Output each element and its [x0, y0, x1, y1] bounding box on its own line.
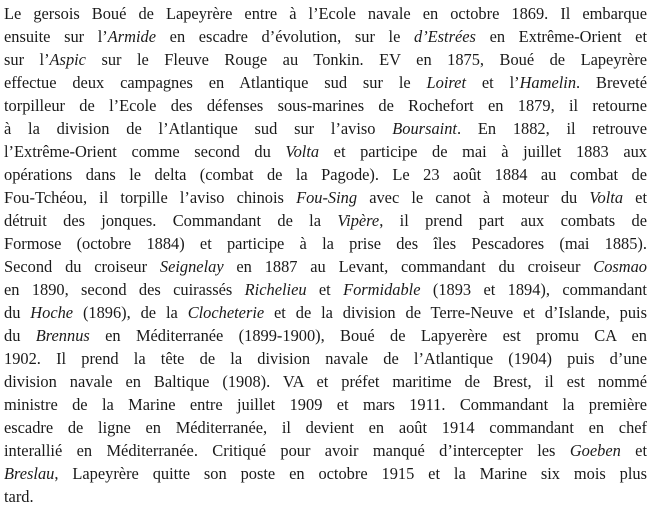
text-run: interallié en Méditerranée. Critiqué pour avoir manqué d’intercepter les — [4, 441, 570, 460]
ship-name: Aspic — [49, 50, 86, 69]
ship-name: Goeben — [569, 441, 621, 460]
text-run: et — [620, 441, 647, 460]
text-run: , Lapeyrère quitte son poste en octobre 1915 et la Marine six mois plus — [54, 464, 647, 483]
ship-name: Vipère — [337, 211, 380, 230]
text-line — [4, 485, 647, 508]
text-run: et l’ — [466, 73, 520, 92]
text-line — [4, 301, 647, 324]
text-run: l’Extrême-Orient comme second du — [4, 142, 286, 161]
text-run: à la division de l’Atlantique sud sur l’aviso — [4, 119, 393, 138]
ship-name: d’Estrées — [414, 27, 476, 46]
text-line — [4, 370, 647, 393]
text-run: , il prend part aux combats de — [379, 211, 647, 230]
ship-name: Breslau — [4, 464, 55, 483]
text-line — [4, 71, 647, 94]
text-run: en Méditerranée (1899-1900), Boué de Lapyerère est promu CA en — [89, 326, 647, 345]
text-run: et participe de mai à juillet 1883 aux — [319, 142, 647, 161]
text-line — [4, 209, 647, 232]
text-line — [4, 186, 647, 209]
text-run: sur l’ — [4, 50, 50, 69]
text-run: . En 1882, il retrouve — [456, 119, 647, 138]
text-line — [4, 25, 647, 48]
text-line — [4, 117, 647, 140]
text-run: en 1890, second des cuirassés — [4, 280, 245, 299]
text-line — [4, 393, 647, 416]
text-line — [4, 324, 647, 347]
ship-name: Volta — [589, 188, 624, 207]
text-run: en escadre d’évolution, sur le — [156, 27, 415, 46]
text-run: et — [623, 188, 647, 207]
text-run: Formose (octobre 1884) et participe à la prise des îles Pescadores (mai 1885). — [4, 234, 647, 253]
text-run: en 1887 au Levant, commandant du croiseur — [223, 257, 594, 276]
text-run: . Breveté — [576, 73, 647, 92]
text-line — [4, 439, 647, 462]
text-run: ensuite sur l’ — [4, 27, 108, 46]
text-line — [4, 140, 647, 163]
ship-name: Cosmao — [593, 257, 647, 276]
text-run: torpilleur de l’Ecole des défenses sous-marines de Rochefort en 1879, il retourne — [4, 96, 647, 115]
text-line — [4, 94, 647, 117]
text-line — [4, 2, 647, 25]
text-run: tard. — [4, 487, 34, 506]
text-line — [4, 232, 647, 255]
ship-name: Seignelay — [159, 257, 224, 276]
text-line — [4, 48, 647, 71]
text-line — [4, 255, 647, 278]
text-run: (1893 et 1894), commandant — [420, 280, 647, 299]
text-run: du — [4, 303, 31, 322]
ship-name: Loiret — [426, 73, 466, 92]
ship-name: Formidable — [343, 280, 421, 299]
text-run: opérations dans le delta (combat de la Pagode). Le 23 août 1884 au combat de — [4, 165, 647, 184]
ship-name: Armide — [107, 27, 157, 46]
text-run: Le gersois Boué de Lapeyrère entre à l’Ecole navale en octobre 1869. Il embarque — [4, 4, 647, 23]
text-run: Fou-Tchéou, il torpille l’aviso chinois — [4, 188, 297, 207]
text-run: Second du croiseur — [4, 257, 160, 276]
text-run: et — [306, 280, 344, 299]
ship-name: Fou-Sing — [296, 188, 358, 207]
text-run: détruit des jonques. Commandant de la — [4, 211, 338, 230]
text-line — [4, 416, 647, 439]
text-run: et de la division de Terre-Neuve et d’Islande, puis — [264, 303, 647, 322]
text-run: du — [4, 326, 36, 345]
text-run: ministre de la Marine entre juillet 1909 et mars 1911. Commandant la première — [4, 395, 647, 414]
text-run: (1896), de la — [73, 303, 188, 322]
ship-name: Richelieu — [244, 280, 307, 299]
ship-name: Hamelin — [519, 73, 577, 92]
text-run: division navale en Baltique (1908). VA et préfet maritime de Brest, il est nommé — [4, 372, 647, 391]
biography-paragraph — [4, 2, 647, 508]
text-line — [4, 462, 647, 485]
text-run: avec le canot à moteur du — [357, 188, 590, 207]
text-run: 1902. Il prend la tête de la division navale de l’Atlantique (1904) puis d’une — [4, 349, 647, 368]
ship-name: Volta — [285, 142, 320, 161]
ship-name: Clocheterie — [187, 303, 265, 322]
ship-name: Boursaint — [392, 119, 457, 138]
text-run: en Extrême-Orient et — [475, 27, 647, 46]
text-line — [4, 347, 647, 370]
text-line — [4, 163, 647, 186]
text-run: effectue deux campagnes en Atlantique sud sur le — [4, 73, 427, 92]
text-run: sur le Fleuve Rouge au Tonkin. EV en 1875, Boué de Lapeyrère — [85, 50, 647, 69]
text-line — [4, 278, 647, 301]
text-run: escadre de ligne en Méditerranée, il devient en août 1914 commandant en chef — [4, 418, 647, 437]
ship-name: Hoche — [30, 303, 74, 322]
ship-name: Brennus — [35, 326, 90, 345]
